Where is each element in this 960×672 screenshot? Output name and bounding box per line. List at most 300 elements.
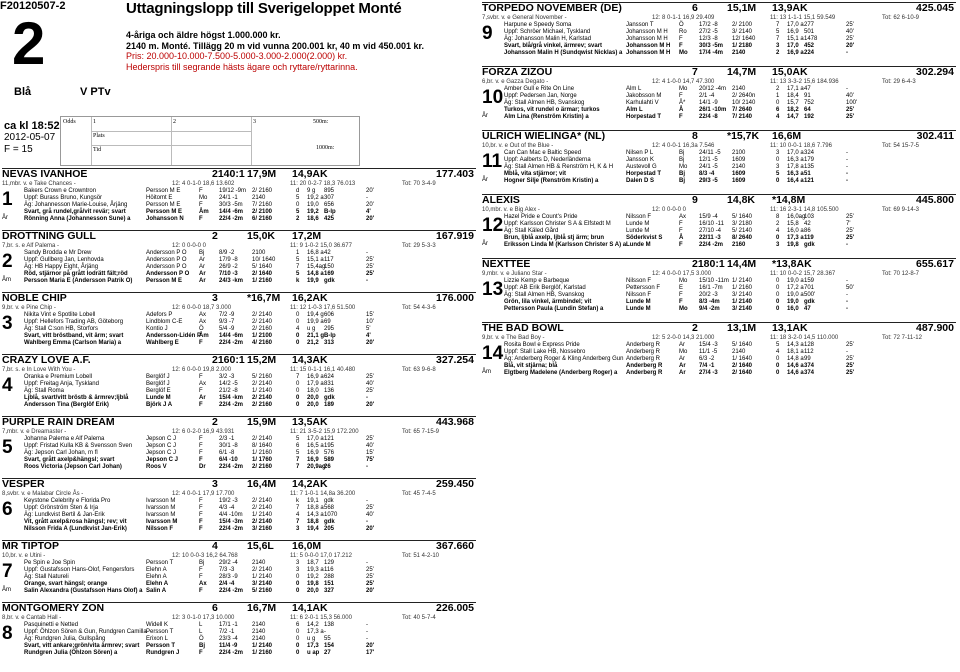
horse-lines	[24, 312, 474, 347]
form-cell: 20'	[366, 340, 375, 346]
form-cell: 3	[296, 567, 300, 573]
form-cell: Ax	[199, 312, 207, 318]
horse-stat: 7,mbr. v. e Dreamaster -	[2, 429, 67, 435]
form-cell: Alm L	[626, 86, 642, 92]
form-cell: 23/3 -4	[219, 636, 238, 642]
form-cell: Lunde M	[626, 242, 651, 248]
horse-area: Åm	[482, 369, 491, 375]
form-cell: Åm	[199, 333, 209, 339]
form-cell: 2/4 -4	[219, 581, 235, 587]
form-line	[24, 278, 474, 285]
horse-area: År	[2, 215, 8, 221]
form-cell: 7	[296, 374, 300, 380]
form-cell: Ar	[199, 271, 206, 277]
grid-1000m: 1000m:	[316, 145, 335, 151]
form-line	[24, 457, 474, 464]
horse-stat: 9,br. v. e The Bad Boy -	[482, 335, 545, 341]
horse-distance: 2	[212, 230, 218, 242]
form-cell: 15,1 a	[787, 36, 804, 42]
form-cell: 16,0	[787, 306, 799, 312]
form-cell: Mo	[679, 278, 688, 284]
form-cell: 374	[804, 363, 815, 369]
form-cell: 2140	[732, 50, 746, 56]
form-cell: 831	[324, 381, 335, 387]
form-cell: 1/ 2140	[732, 278, 753, 284]
form-line	[504, 36, 954, 43]
form-cell: 138	[324, 622, 335, 628]
horse-header	[2, 479, 476, 490]
horse-entry	[482, 2, 956, 66]
form-cell: 21,1 g	[307, 333, 325, 339]
horse-stat: Tot: 65 7-15-9	[402, 429, 440, 435]
form-line	[504, 370, 954, 377]
form-cell: 26/9 -2	[219, 264, 238, 270]
form-cell: Uppf: Burass Bruno, Kungsör	[24, 195, 103, 201]
form-cell: 3/ 2140	[732, 29, 753, 35]
form-cell: 0	[776, 235, 780, 241]
horse-distance: 4	[212, 540, 218, 552]
horse-stats	[2, 428, 476, 436]
form-cell: 8/3 -4m	[699, 299, 720, 305]
form-cell: 1/ 1760	[252, 457, 273, 463]
form-cell: 42	[804, 221, 811, 227]
horse-stat: 9,br. v. e Pine Chip -	[2, 305, 56, 311]
form-cell: 22/4 -2m	[699, 242, 724, 248]
form-cell: Ljblå, svart/vitt bröstb & ärmrev;ljblå	[24, 395, 129, 401]
form-cell: Uppf: Hellefors Trading AB, Göteborg	[24, 319, 124, 325]
form-cell: F	[199, 402, 203, 408]
form-cell: Lunde M	[146, 395, 171, 401]
form-cell: F	[199, 374, 203, 380]
form-cell: 0	[776, 356, 780, 362]
form-cell: 19,4 g	[307, 312, 324, 318]
form-cell: 51	[804, 171, 811, 177]
horse-stat: 12: 10 0-0-3 16,2 64.768	[172, 553, 238, 559]
form-cell: 295	[324, 326, 335, 332]
form-cell: Persson T	[146, 560, 174, 566]
form-cell: 9 g	[307, 188, 316, 194]
horse-record: 15,2M	[247, 354, 277, 366]
form-cell: 25'	[366, 374, 374, 380]
form-cell: -	[846, 306, 848, 312]
right-column	[482, 2, 956, 386]
form-cell: 2160	[732, 242, 746, 248]
form-cell: 0	[296, 312, 300, 318]
form-cell: 29/2 -4	[219, 560, 238, 566]
form-cell: 17,1 a	[787, 86, 804, 92]
form-cell: 25'	[366, 388, 374, 394]
form-cell: 25'	[846, 235, 855, 241]
form-cell: Nilsson Frida A (Lundkvist Jan-Erik)	[24, 526, 127, 532]
form-cell: 21,2	[307, 340, 319, 346]
horse-header	[2, 541, 476, 552]
horse-entry	[482, 130, 956, 194]
form-cell: 22/4 -8	[699, 114, 718, 120]
form-cell: 18,6	[307, 216, 319, 222]
horse-distance: 2140:1	[212, 168, 245, 180]
form-cell: 12/3 -8	[699, 36, 718, 42]
form-line	[504, 342, 954, 349]
form-cell: 7/ 2160	[252, 202, 273, 208]
form-cell: 25'	[846, 214, 854, 220]
form-cell: 1609	[732, 157, 746, 163]
form-cell: 1	[776, 93, 780, 99]
form-cell: 47	[804, 86, 811, 92]
horse-record-ak: 13,5AK	[292, 416, 328, 428]
form-cell: 10/ 2140	[732, 100, 756, 106]
form-cell: F	[199, 567, 203, 573]
horse-distance: 6	[692, 2, 698, 14]
horse-stats	[482, 78, 956, 86]
form-cell: 1/ 2160	[252, 450, 273, 456]
form-line	[504, 164, 954, 171]
horse-distance: 2	[212, 416, 218, 428]
form-cell: 0	[776, 370, 780, 376]
form-cell: 2	[296, 216, 300, 222]
form-cell: 2/ 2140	[252, 312, 273, 318]
horse-stat: 11: 16 2-3-1 14,8 105.500	[770, 207, 839, 213]
form-cell: 1	[296, 250, 300, 256]
form-cell: 10/ 1640	[252, 257, 276, 263]
form-cell: Ar	[679, 342, 685, 348]
form-line	[24, 216, 474, 223]
horse-stat: 12: 6 0-2-0 16,9 43.931	[172, 429, 235, 435]
horse-number: 2	[2, 251, 13, 272]
form-cell: Svart, vitt ankare;grön/vita ärmrev; svart	[24, 643, 140, 649]
form-cell: 0	[296, 402, 300, 408]
horse-record: 15,1M	[727, 2, 757, 14]
form-cell: 20,9ag	[307, 464, 326, 470]
form-line	[24, 257, 474, 264]
form-cell: 18,1 a	[787, 349, 804, 355]
form-cell: -	[366, 278, 368, 284]
form-cell: 3	[296, 526, 300, 532]
form-cell: 19,8	[787, 242, 799, 248]
horse-entry	[2, 416, 476, 478]
form-cell: 7/10 -3	[219, 271, 238, 277]
form-cell: 6	[296, 443, 300, 449]
horse-earnings: 443.968	[436, 416, 474, 428]
horse-stats	[482, 206, 956, 214]
form-cell: Jepson C J	[146, 457, 179, 463]
form-cell: 18,8	[307, 519, 319, 525]
form-cell: 20'	[846, 43, 855, 49]
form-line	[504, 363, 954, 370]
form-cell: gdk	[804, 299, 815, 305]
horse-stat: 11: 6 2-0-1 15,3 56.000	[290, 615, 352, 621]
horse-lines	[504, 342, 954, 377]
form-line	[24, 567, 474, 574]
form-line	[24, 574, 474, 581]
form-cell: 19,2	[307, 574, 319, 580]
form-cell: 24/3 -km	[219, 278, 244, 284]
form-cell: 40'	[846, 93, 854, 99]
form-cell: 2/1 -4	[699, 93, 715, 99]
form-cell: Ar	[199, 264, 205, 270]
form-line	[24, 195, 474, 202]
form-cell: F	[199, 650, 203, 656]
horse-header	[482, 67, 956, 78]
form-cell: Andersson P O	[146, 264, 187, 270]
form-cell: -	[366, 464, 368, 470]
form-cell: 3/ 2180	[732, 221, 753, 227]
form-cell: 22/4 -2m	[219, 340, 244, 346]
form-cell: 2/ 2160	[252, 464, 273, 470]
form-cell: 55	[324, 636, 331, 642]
horse-entry	[2, 354, 476, 416]
form-cell: 589	[324, 457, 335, 463]
form-cell: 19/2 -3	[219, 498, 238, 504]
form-cell: 20/2 -3	[699, 292, 718, 298]
form-line	[504, 157, 954, 164]
horse-lines	[504, 214, 954, 249]
form-cell: Ivarsson M	[146, 498, 176, 504]
form-cell: -	[846, 278, 848, 284]
form-cell: Anderberg R	[626, 349, 661, 355]
form-cell: Johansson M H	[626, 43, 671, 49]
horse-name: MR TIPTOP	[2, 540, 59, 552]
form-cell: 0	[296, 202, 300, 208]
form-cell: Svart, grå rundel,grå/vit revär; svart	[24, 209, 126, 215]
form-line	[504, 29, 954, 36]
form-cell: 19,4	[307, 526, 319, 532]
form-cell: 15/4 -3	[699, 342, 718, 348]
form-cell: 7/ 2640	[732, 107, 753, 113]
form-cell: F	[199, 588, 203, 594]
start-time: ca kl 18:52	[4, 120, 60, 132]
left-column	[2, 168, 476, 664]
form-cell: F	[199, 188, 203, 194]
form-cell: Nilsson F	[626, 292, 652, 298]
form-cell: Amber Gull e Rite On Line	[504, 86, 575, 92]
horse-entry	[2, 230, 476, 292]
form-cell: -	[366, 498, 368, 504]
horse-lines	[504, 150, 954, 185]
form-cell: 2/ 2100	[732, 22, 753, 28]
form-cell: -	[846, 299, 848, 305]
horse-header	[482, 3, 956, 14]
form-line	[24, 250, 474, 257]
form-cell: 25'	[846, 370, 855, 376]
form-line	[504, 100, 954, 107]
form-cell: F	[199, 340, 203, 346]
form-cell: 14,8 a	[307, 271, 324, 277]
form-cell: 19,0	[787, 299, 799, 305]
horse-number: 12	[482, 215, 504, 236]
form-cell: 24/1 -1	[219, 195, 238, 201]
horse-record: 16,7M	[247, 602, 277, 614]
form-cell: 5	[776, 29, 780, 35]
form-cell: Lunde M	[626, 299, 651, 305]
form-cell: -	[366, 629, 368, 635]
horse-stat: Tot: 54 4-3-6	[402, 305, 436, 311]
form-cell: Mo	[679, 50, 688, 56]
grid-tid-label: Tid	[93, 147, 102, 153]
form-cell: 0	[296, 650, 300, 656]
form-cell: 0	[776, 285, 780, 291]
horse-entry	[2, 168, 476, 230]
form-cell: 3	[776, 242, 780, 248]
horse-number: 11	[482, 151, 503, 172]
form-cell: -	[846, 150, 848, 156]
form-cell: Jepson C J	[146, 436, 177, 442]
form-cell: Äg: Lundkvist Bertil & Jan-Erik	[24, 512, 105, 518]
form-cell: Äg: Stall C:son HB, Storfors	[24, 326, 99, 332]
horse-stat: 7,br. s. e Alf Palema -	[2, 243, 60, 249]
form-cell: Röd, stjärnor på grått lodrätt fält;röd	[24, 271, 128, 277]
form-cell: Austevoll G	[626, 164, 657, 170]
form-line	[24, 560, 474, 567]
form-cell: Roos Victoria (Jepson Carl Johan)	[24, 464, 122, 470]
form-cell: 7	[776, 22, 780, 28]
form-cell: 1/ 1640	[732, 356, 753, 362]
horse-stat: 11: 10 0-0-2 15,7 28.367	[770, 271, 836, 277]
form-cell: Dalen D S	[626, 178, 655, 184]
race-info-line: 4-åriga och äldre högst 1.000.000 kr.	[126, 30, 281, 40]
form-cell: gdk	[324, 519, 335, 525]
form-cell: 2100	[252, 250, 266, 256]
horse-entry	[2, 602, 476, 664]
form-cell: Nilsen P L	[626, 150, 654, 156]
form-cell: 159	[804, 278, 815, 284]
form-cell: Elgtberg Madelene (Anderberg Roger) a	[504, 370, 618, 376]
horse-distance: 2160:1	[212, 354, 245, 366]
form-cell: 2/ 2140	[252, 319, 273, 325]
form-cell: 19,1	[307, 498, 319, 504]
form-cell: gdk	[324, 395, 335, 401]
form-cell: 15,1 a	[307, 257, 324, 263]
horse-record-ak: 16,6M	[772, 130, 802, 142]
grid-divider	[171, 117, 172, 165]
form-cell: 19,0 a	[787, 292, 804, 298]
race-info-line: 2140 m. Monté. Tillägg 20 m vid vunna 200.001 kr, 40 m vid 450.001 kr.	[126, 40, 424, 51]
form-cell: 2140	[252, 629, 266, 635]
form-cell: Rundgren Julia (Öhlzon Sören) a	[24, 650, 118, 656]
form-cell: Söderkvist S	[626, 235, 663, 241]
horse-stat: 10,br. v. e Out of the Blue -	[482, 143, 554, 149]
form-cell: 0	[296, 319, 300, 325]
form-cell: 324	[804, 150, 815, 156]
form-cell: Ar	[679, 356, 685, 362]
form-cell: gdk	[324, 498, 334, 504]
horse-lines	[24, 374, 474, 409]
form-cell: 14,3 a	[787, 342, 804, 348]
form-line	[24, 588, 474, 595]
form-cell: Johansson M H	[626, 29, 668, 35]
horse-earnings: 259.450	[436, 478, 474, 490]
horse-distance: 3	[212, 292, 218, 304]
form-cell: 22/4 -2m	[219, 464, 244, 470]
form-cell: 2140	[732, 349, 746, 355]
form-cell: Persson M E	[146, 188, 181, 194]
form-cell: 22/4 -2m	[219, 216, 244, 222]
horse-record-ak: 14,2AK	[292, 478, 328, 490]
horse-header	[482, 195, 956, 206]
form-cell: 0	[296, 340, 300, 346]
form-cell: Björk J A	[146, 402, 173, 408]
form-cell: 2140	[732, 164, 746, 170]
form-cell: Berglöf E	[146, 388, 171, 394]
form-cell: 3/ 2140	[252, 581, 273, 587]
horse-record: 15,9M	[247, 416, 277, 428]
form-cell: -	[846, 178, 848, 184]
form-line	[24, 436, 474, 443]
form-cell: Johansson Malin H (Sundqwist Nicklas) a	[504, 50, 623, 56]
form-cell: Nikita Vint e Spotlite Lobell	[24, 312, 96, 318]
form-cell: 17'	[366, 650, 375, 656]
form-cell: Uppf: Grönström Sten & Irja	[24, 505, 99, 511]
form-cell: Ö	[199, 636, 204, 642]
horse-stat: Tot: 29 6-4-3	[882, 79, 916, 85]
form-cell: 17,0 a	[787, 150, 804, 156]
form-cell: Nilsson F	[626, 214, 652, 220]
form-cell: Nilsson F	[146, 526, 174, 532]
horse-name: NEVAS IVANHOE	[2, 168, 88, 180]
form-cell: 5	[296, 209, 300, 215]
form-cell: -	[846, 50, 848, 56]
horse-name: NOBLE CHIP	[2, 292, 67, 304]
form-cell: Äg: Jepson Carl Johan, m fl	[24, 450, 98, 456]
form-cell: Ro	[679, 29, 687, 35]
f-value: F = 15	[4, 144, 33, 155]
form-cell: Uppf: Karlsson Christer S A & Elfstedt M	[504, 221, 611, 227]
form-cell: 19,0 a	[787, 278, 804, 284]
form-cell: k	[296, 498, 299, 504]
form-cell: Uppf: Freitag Anja, Tyskland	[24, 381, 99, 387]
form-cell: 20'	[366, 188, 374, 194]
horse-lines	[504, 86, 954, 121]
horse-name: TORPEDO NOVEMBER (DE)	[482, 2, 622, 14]
horse-stats	[482, 334, 956, 342]
horse-name: MONTGOMERY ZON	[2, 602, 105, 614]
horse-lines	[504, 278, 954, 313]
form-cell: 17,9 a	[307, 381, 324, 387]
form-cell: 2/ 2160	[252, 326, 273, 332]
form-cell: Svart, grått axelp&hängsl; svart	[24, 457, 115, 463]
form-cell: 0	[776, 299, 780, 305]
form-cell: Wahlberg Emma (Carlson Maria) a	[24, 340, 122, 346]
form-line	[504, 114, 954, 121]
form-cell: 29/3 -5	[699, 178, 718, 184]
form-cell: 17/1 -1	[219, 622, 238, 628]
horse-header	[2, 417, 476, 428]
form-cell: Erixon L	[146, 636, 169, 642]
form-cell: 7/4 -1	[699, 363, 715, 369]
form-cell: Mo	[679, 306, 688, 312]
form-cell: 5	[296, 271, 300, 277]
form-cell: 16,3 a	[787, 157, 804, 163]
form-cell: 4/3 -4	[219, 505, 235, 511]
form-cell: F	[199, 202, 203, 208]
form-cell: 0	[776, 292, 780, 298]
form-cell: 0	[296, 588, 300, 594]
form-line	[24, 209, 474, 216]
result-grid	[60, 116, 360, 166]
form-cell: 151	[324, 581, 335, 587]
horse-number: 13	[482, 279, 504, 300]
form-cell: -	[846, 171, 848, 177]
form-cell: Johanna Palema e Alf Palema	[24, 436, 105, 442]
form-cell: Mo	[679, 86, 688, 92]
form-cell: Orange, svart hängsl; orange	[24, 581, 108, 587]
form-cell: 5/ 1640	[732, 342, 753, 348]
form-cell: 1/ 2140	[252, 574, 273, 580]
form-cell: 16,9	[307, 450, 319, 456]
form-cell: 15,7	[787, 100, 799, 106]
horse-lines	[24, 622, 474, 657]
horse-header	[482, 131, 956, 142]
form-cell: 1/ 2140	[252, 512, 273, 518]
